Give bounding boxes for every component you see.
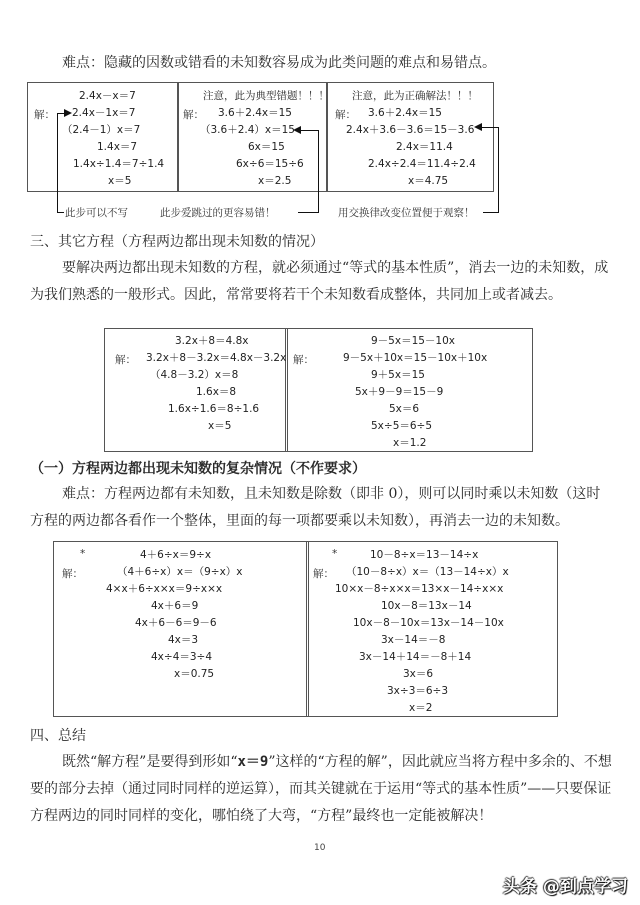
- correct-method-title: 注意，此为正确解法！！！: [352, 90, 478, 102]
- equation-line: 3.2x＋8＝4.8x: [175, 335, 249, 347]
- callout-line: [57, 113, 58, 213]
- callout-line: [498, 127, 499, 213]
- callout-line: [300, 130, 319, 131]
- equation-line: （4＋6÷x）x＝（9÷x）x: [117, 566, 243, 578]
- equation-line: x＝0.75: [174, 668, 215, 680]
- callout-line: [318, 130, 319, 213]
- equation-line: 2.4x÷2.4＝11.4÷2.4: [368, 158, 476, 170]
- equation-line: 9＋5x＝15: [371, 369, 425, 381]
- callout-text-c: 用交换律改变位置便于观察！: [338, 207, 475, 219]
- equation-line: x＝2: [409, 702, 433, 714]
- equation-line: 10x－8－10x＝13x－14－10x: [353, 617, 504, 629]
- equation-line: （4.8－3.2）x＝8: [150, 369, 239, 381]
- equation-line: 9－5x＝15－10x: [371, 335, 456, 347]
- arrow-right-icon: [64, 109, 72, 117]
- equation-line: 5x÷5＝6÷5: [371, 420, 433, 432]
- equation-line: 4x＋6－6＝9－6: [135, 617, 217, 629]
- equation-line: 3x＝6: [403, 668, 434, 680]
- star-marker: *: [80, 548, 86, 560]
- equation-line: 6x＝15: [248, 141, 285, 153]
- equation-line: 2.4x＝11.4: [396, 141, 453, 153]
- equation-line: 1.6x＝8: [196, 386, 237, 398]
- equation-line: 10×x－8÷x×x＝13×x－14÷x×x: [335, 583, 504, 595]
- section-heading-4: 四、总结: [30, 728, 86, 744]
- star-marker: *: [332, 548, 338, 560]
- equation-line: 6x÷6＝15÷6: [236, 158, 304, 170]
- equation-line: 5x＝6: [389, 403, 420, 415]
- watermark: 头条 @到点学习: [503, 877, 628, 897]
- equation-line: 5x＋9－9＝15－9: [355, 386, 444, 398]
- subsection-heading: （一）方程两边都出现未知数的复杂情况（不作要求）: [30, 461, 366, 477]
- callout-text-a: 此步可以不写: [65, 207, 128, 219]
- equation-line: 3.6＋2.4x＝15: [368, 107, 442, 119]
- equation-line: x＝5: [108, 175, 132, 187]
- jie-label: 解：: [34, 109, 55, 121]
- equation-line: （2.4－1）x＝7: [62, 124, 141, 136]
- equation-line: 2.4x－x＝7: [79, 90, 136, 102]
- equation-line: 10－8÷x＝13－14÷x: [370, 549, 479, 561]
- jie-label: 解：: [293, 354, 314, 366]
- equation-line: 4＋6÷x＝9÷x: [140, 549, 212, 561]
- page-number: 10: [314, 843, 326, 853]
- arrow-left-icon: [293, 126, 301, 134]
- equation-line: 1.4x＝7: [97, 141, 138, 153]
- subsection-paragraph: 难点：方程两边都有未知数，且未知数是除数（即非 0），则可以同时乘以未知数（这时方程的两边都各看作一个整体，里面的每一项都要乘以未知数），再消去一边的未知数。: [30, 486, 601, 529]
- equation-line: x＝2.5: [258, 175, 292, 187]
- equation-line: 4×x＋6÷x×x＝9÷x×x: [106, 583, 223, 595]
- callout-line: [481, 127, 499, 128]
- equation-line: 4x÷4＝3÷4: [151, 651, 213, 663]
- equation-line: x＝4.75: [408, 175, 449, 187]
- equation-line: 4x＝3: [168, 634, 199, 646]
- equation-line: 2.4x－1x＝7: [72, 107, 136, 119]
- callout-line: [298, 212, 318, 213]
- summary-text-after: ”这样的“方程的解”，因此就应当将方程中多余的、不想要的部分去掉（通过同时同样的逆运算），而其关键就在于运用“等式的基本性质”——只要保证方程两边的同时同样的变化，哪怕绕了大弯，“方程”最终也一定能被解决！: [30, 754, 612, 824]
- equation-line: 1.4x÷1.4＝7÷1.4: [73, 158, 165, 170]
- equation-line: 2.4x＋3.6－3.6＝15－3.6: [346, 124, 475, 136]
- equation-line: 4x＋6＝9: [151, 600, 199, 612]
- summary-text-before: 既然“解方程”是要得到形如“: [62, 754, 238, 770]
- equation-line: （10－8÷x）x＝（13－14÷x）x: [346, 566, 509, 578]
- callout-line: [57, 212, 64, 213]
- warning-title: 注意，此为典型错题！！！: [203, 90, 329, 102]
- arrow-left-icon: [474, 123, 482, 131]
- equation-line: 3x－14＋14＝－8＋14: [359, 651, 472, 663]
- equation-line: x＝5: [208, 420, 232, 432]
- jie-label: 解：: [313, 568, 334, 580]
- jie-label: 解：: [335, 109, 356, 121]
- jie-label: 解：: [62, 568, 83, 580]
- equation-line: 10x－8＝13x－14: [381, 600, 472, 612]
- callout-line: [483, 212, 498, 213]
- equation-line: 3x－14＝－8: [381, 634, 446, 646]
- difficulty-note: 难点：隐藏的因数或错看的未知数容易成为此类问题的难点和易错点。: [62, 55, 496, 71]
- summary-paragraph: [30, 749, 614, 830]
- equation-line: 3.6＋2.4x＝15: [218, 107, 292, 119]
- jie-label: 解：: [115, 354, 136, 366]
- equation-line: 9－5x＋10x＝15－10x＋10x: [343, 352, 488, 364]
- equation-line: x＝1.2: [393, 437, 427, 449]
- equation-line: 1.6x÷1.6＝8÷1.6: [168, 403, 260, 415]
- equation-line: 3x÷3＝6÷3: [387, 685, 449, 697]
- jie-label: 解：: [183, 109, 204, 121]
- equation-line: 3.2x＋8－3.2x＝4.8x－3.2x: [146, 352, 287, 364]
- callout-text-b: 此步爱跳过的更容易错！: [160, 207, 276, 219]
- section-heading-3: 三、其它方程（方程两边都出现未知数的情况）: [30, 234, 324, 250]
- section3-paragraph: 要解决两边都出现未知数的方程，就必须通过“等式的基本性质”，消去一边的未知数，成为我们熟悉的一般形式。因此，常常要将若干个未知数看成整体，共同加上或者减去。: [30, 260, 609, 303]
- summary-example-equation: x＝9: [237, 754, 269, 770]
- equation-line: （3.6＋2.4）x＝15: [200, 124, 295, 136]
